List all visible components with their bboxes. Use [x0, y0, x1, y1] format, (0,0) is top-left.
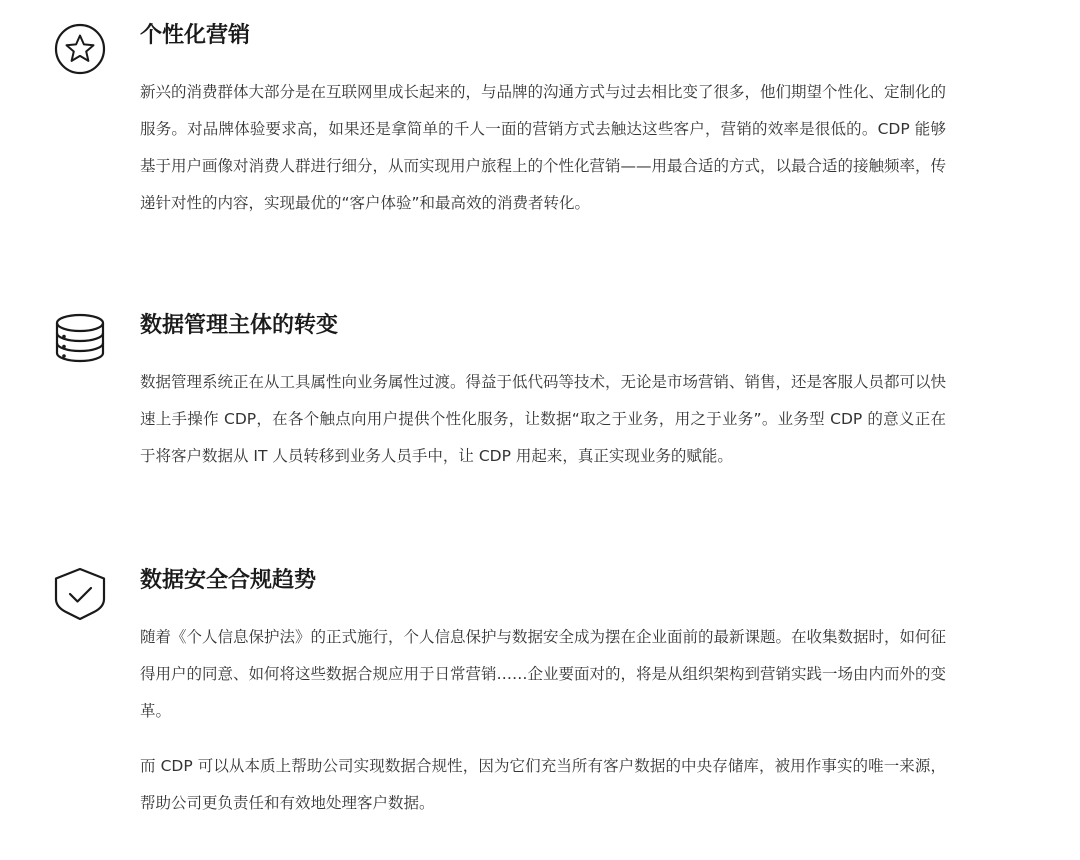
section-paragraph: 而 CDP 可以从本质上帮助公司实现数据合规性，因为它们充当所有客户数据的中央存储库，被用作事实的唯一来源，帮助公司更负责任和有效地处理客户数据。: [140, 757, 946, 812]
section-paragraph: 随着《个人信息保护法》的正式施行，个人信息保护与数据安全成为摆在企业面前的最新课题。在收集数据时，如何征得用户的同意、如何将这些数据合规应用于日常营销……企业要面对的，将是从组织架构到营销实践一场由内而外的变革。: [140, 628, 947, 720]
database-icon: [53, 311, 107, 365]
section-title: 数据管理主体的转变: [140, 313, 339, 338]
section-title: 数据安全合规趋势: [140, 568, 317, 593]
section-paragraph: 新兴的消费群体大部分是在互联网里成长起来的，与品牌的沟通方式与过去相比变了很多，他们期望个性化、定制化的服务。对品牌体验要求高，如果还是拿简单的千人一面的营销方式去触达这些客户，营销的效率是很低的。CDP 能够基于用户画像对消费人群进行细分，从而实现用户旅程上的个性化营销——用最合适的方式，以最合适的接触频率，传递针对性的内容，实现最优的“客户体验”和最高效的消费者转化。: [140, 83, 947, 212]
star-icon: [53, 22, 107, 76]
shield-check-icon: [53, 566, 107, 620]
section-title: 个性化营销: [140, 23, 251, 48]
section-paragraph: 数据管理系统正在从工具属性向业务属性过渡。得益于低代码等技术，无论是市场营销、销售，还是客服人员都可以快速上手操作 CDP，在各个触点向用户提供个性化服务，让数据“取之于业务，用之于业务”。业务型 CDP 的意义正在于将客户数据从 IT 人员转移到业务人员手中，让 CDP 用起来，真正实现业务的赋能。: [140, 373, 947, 465]
